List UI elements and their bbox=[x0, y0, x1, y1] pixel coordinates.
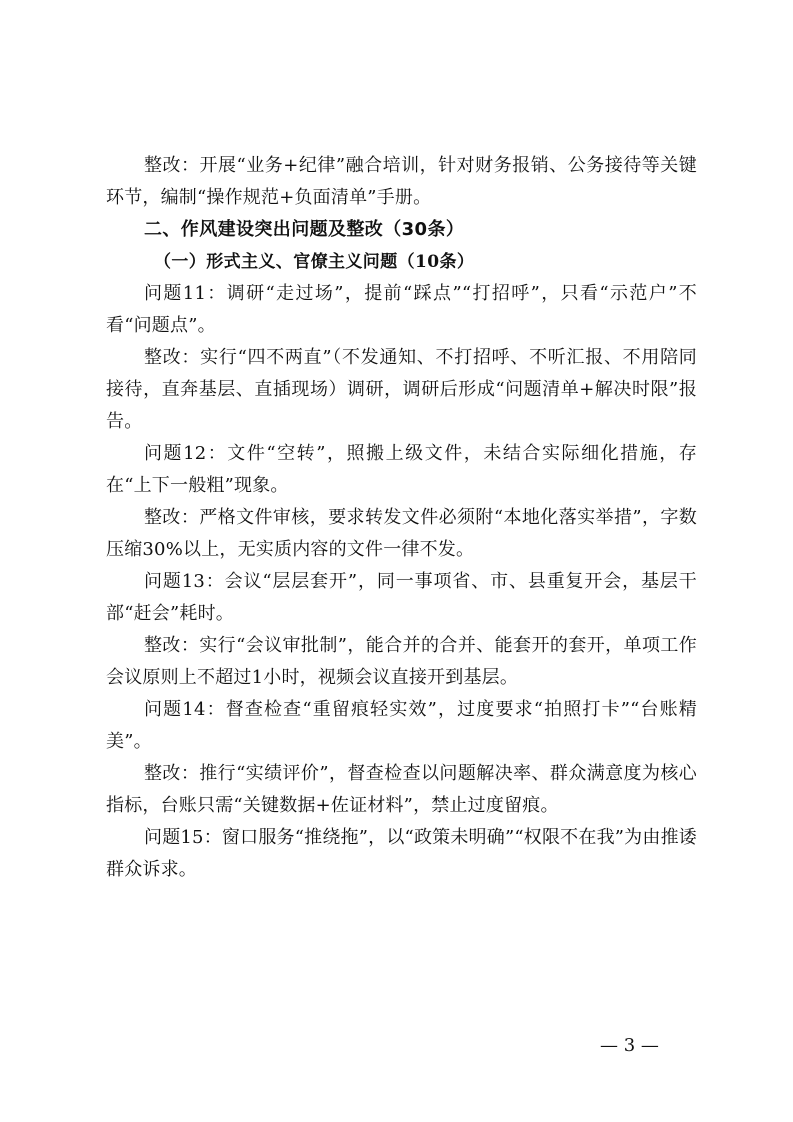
problem-paragraph: 问题15：窗口服务“推绕拖”，以“政策未明确”“权限不在我”为由推诿群众诉求。 bbox=[106, 827, 697, 880]
rectification-paragraph: 整改：实行“会议审批制”，能合并的合并、能套开的套开，单项工作会议原则上不超过1小时，视频会议直接开到基层。 bbox=[106, 635, 697, 688]
document-body bbox=[106, 150, 697, 886]
page-number: — 3 — bbox=[600, 1035, 659, 1056]
rectification-paragraph: 整改：推行“实绩评价”，督查检查以问题解决率、群众满意度为核心指标，台账只需“关键数据+佐证材料”，禁止过度留痕。 bbox=[106, 763, 697, 816]
rectification-paragraph: 整改：实行“四不两直”（不发通知、不打招呼、不听汇报、不用陪同接待，直奔基层、直插现场）调研，调研后形成“问题清单+解决时限”报告。 bbox=[106, 347, 697, 432]
section-heading: 二、作风建设突出问题及整改（30条） bbox=[144, 219, 465, 240]
rectification-paragraph: 整改：开展“业务+纪律”融合培训，针对财务报销、公务接待等关键环节，编制“操作规范+负面清单”手册。 bbox=[106, 155, 697, 208]
subsection-heading: （一）形式主义、官僚主义问题（10条） bbox=[154, 252, 475, 272]
problem-paragraph: 问题14：督查检查“重留痕轻实效”，过度要求“拍照打卡”“台账精美”。 bbox=[106, 699, 697, 752]
problem-paragraph: 问题11：调研“走过场”，提前“踩点”“打招呼”，只看“示范户”不看“问题点”。 bbox=[106, 283, 697, 336]
problem-paragraph: 问题12：文件“空转”，照搬上级文件，未结合实际细化措施，存在“上下一般粗”现象。 bbox=[106, 443, 697, 496]
problem-paragraph: 问题13：会议“层层套开”，同一事项省、市、县重复开会，基层干部“赶会”耗时。 bbox=[106, 571, 697, 624]
rectification-paragraph: 整改：严格文件审核，要求转发文件必须附“本地化落实举措”，字数压缩30%以上，无实质内容的文件一律不发。 bbox=[106, 507, 697, 560]
